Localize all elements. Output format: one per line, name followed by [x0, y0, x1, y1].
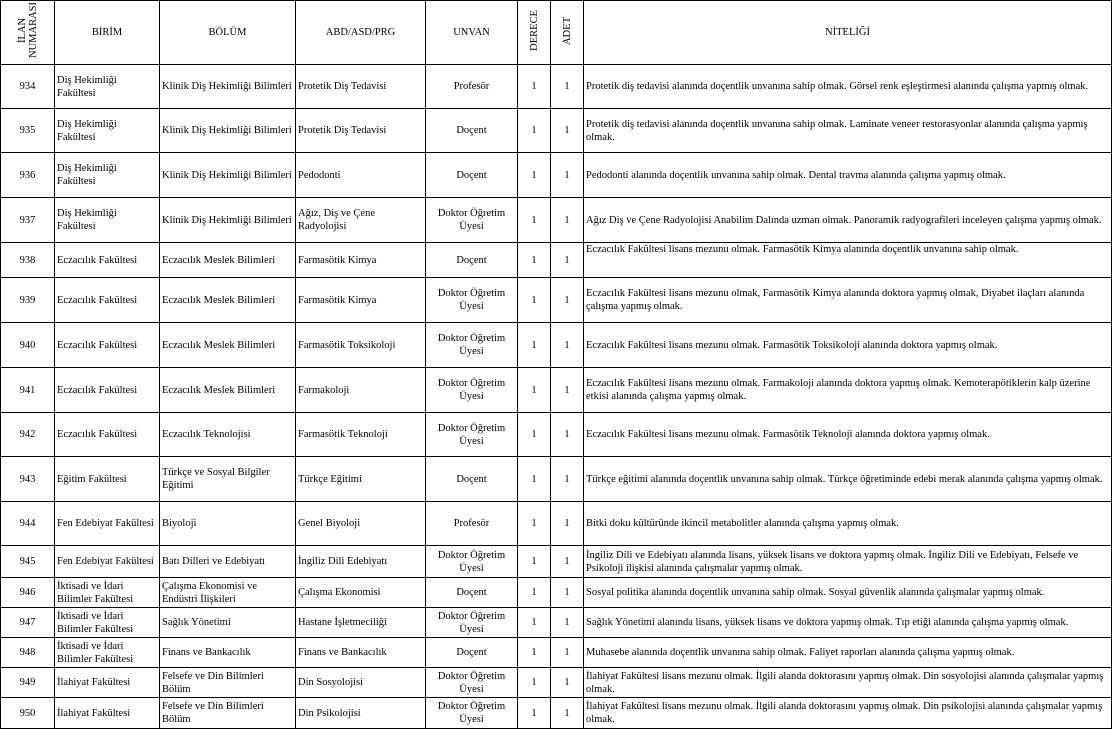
derece-cell: 1 — [518, 502, 551, 546]
derece-cell: 1 — [518, 638, 551, 668]
header-birim: BİRİM — [55, 1, 160, 65]
bolum-cell: Batı Dilleri ve Edebiyatı — [160, 546, 296, 578]
abd-cell: Pedodonti — [296, 153, 426, 198]
bolum-cell: Eczacılık Meslek Bilimleri — [160, 323, 296, 368]
birim-cell: Eczacılık Fakültesi — [55, 368, 160, 413]
ilan-no-cell: 946 — [1, 578, 55, 608]
ilan-no-cell: 943 — [1, 457, 55, 502]
abd-cell: Farmasötik Toksikoloji — [296, 323, 426, 368]
header-abd: ABD/ASD/PRG — [296, 1, 426, 65]
unvan-cell: Profesör — [426, 502, 518, 546]
abd-cell: Genel Biyoloji — [296, 502, 426, 546]
table-row — [1, 578, 1112, 608]
birim-cell: Diş Hekimliği Fakültesi — [55, 198, 160, 243]
ilan-no-cell: 934 — [1, 65, 55, 109]
header-adet: ADET — [551, 1, 584, 65]
abd-cell: Farmakoloji — [296, 368, 426, 413]
derece-cell: 1 — [518, 608, 551, 638]
birim-cell: Eczacılık Fakültesi — [55, 243, 160, 278]
derece-cell: 1 — [518, 578, 551, 608]
adet-cell: 1 — [551, 457, 584, 502]
bolum-cell: Eczacılık Meslek Bilimleri — [160, 368, 296, 413]
adet-cell: 1 — [551, 323, 584, 368]
birim-cell: Eczacılık Fakültesi — [55, 278, 160, 323]
unvan-cell: Doktor Öğretim Üyesi — [426, 198, 518, 243]
bolum-cell: Eczacılık Meslek Bilimleri — [160, 243, 296, 278]
niteligi-cell: Bitki doku kültüründe ikincil metabolitler alanında çalışma yapmış olmak. — [584, 502, 1112, 546]
birim-cell: Diş Hekimliği Fakültesi — [55, 109, 160, 153]
ilan-no-cell: 944 — [1, 502, 55, 546]
niteligi-cell: İlahiyat Fakültesi lisans mezunu olmak. İlgili alanda doktorasını yapmış olmak. Din sosyolojisi alanında çalışmalar yapmış olmak. — [584, 668, 1112, 698]
unvan-cell: Doktor Öğretim Üyesi — [426, 323, 518, 368]
birim-cell: İlahiyat Fakültesi — [55, 698, 160, 729]
table-row — [1, 546, 1112, 578]
niteligi-cell: Eczacılık Fakültesi lisans mezunu olmak, Farmasötik Kimya alanında doktora yapmış olmak, Diyabet ilaçları alanında çalışma yapmış olmak. — [584, 278, 1112, 323]
adet-cell: 1 — [551, 578, 584, 608]
birim-cell: İktisadi ve İdari Bilimler Fakültesi — [55, 638, 160, 668]
adet-cell: 1 — [551, 502, 584, 546]
niteligi-cell: Sağlık Yönetimi alanında lisans, yüksek lisans ve doktora yapmış olmak. Tıp etiği alanında çalışma yapmış olmak. — [584, 608, 1112, 638]
adet-cell: 1 — [551, 638, 584, 668]
niteligi-cell: İlahiyat Fakültesi lisans mezunu olmak. İlgili alanda doktorasını yapmış olmak. Din psikolojisi alanında çalışmalar yapmış olmak. — [584, 698, 1112, 729]
derece-cell: 1 — [518, 698, 551, 729]
bolum-cell: Finans ve Bankacılık — [160, 638, 296, 668]
bolum-cell: Felsefe ve Din Bilimleri Bölüm — [160, 668, 296, 698]
niteligi-cell: Pedodonti alanında doçentlik unvanına sahip olmak. Dental travma alanında çalışma yapmış olmak. — [584, 153, 1112, 198]
table-row — [1, 323, 1112, 368]
derece-cell: 1 — [518, 65, 551, 109]
birim-cell: İlahiyat Fakültesi — [55, 668, 160, 698]
birim-cell: İktisadi ve İdari Bilimler Fakültesi — [55, 608, 160, 638]
ilan-no-cell: 939 — [1, 278, 55, 323]
bolum-cell: Felsefe ve Din Bilimleri Bölüm — [160, 698, 296, 729]
derece-cell: 1 — [518, 278, 551, 323]
bolum-cell: Klinik Diş Hekimliği Bilimleri — [160, 198, 296, 243]
ilan-no-cell: 941 — [1, 368, 55, 413]
derece-cell: 1 — [518, 413, 551, 457]
bolum-cell: Biyoloji — [160, 502, 296, 546]
niteligi-cell: Eczacılık Fakültesi lisans mezunu olmak. Farmasötik Teknoloji alanında doktora yapmış olmak. — [584, 413, 1112, 457]
table-row — [1, 638, 1112, 668]
abd-cell: Farmasötik Teknoloji — [296, 413, 426, 457]
unvan-cell: Doktor Öğretim Üyesi — [426, 413, 518, 457]
unvan-cell: Doçent — [426, 243, 518, 278]
table-row — [1, 278, 1112, 323]
abd-cell: Din Sosyolojisi — [296, 668, 426, 698]
table-body — [1, 65, 1112, 729]
table-row — [1, 65, 1112, 109]
ilan-no-cell: 936 — [1, 153, 55, 198]
bolum-cell: Eczacılık Meslek Bilimleri — [160, 278, 296, 323]
unvan-cell: Doktor Öğretim Üyesi — [426, 608, 518, 638]
unvan-cell: Doktor Öğretim Üyesi — [426, 368, 518, 413]
table-row — [1, 668, 1112, 698]
ilan-no-cell: 950 — [1, 698, 55, 729]
bolum-cell: Eczacılık Teknolojisi — [160, 413, 296, 457]
adet-cell: 1 — [551, 198, 584, 243]
adet-cell: 1 — [551, 278, 584, 323]
header-derece: DERECE — [518, 1, 551, 65]
abd-cell: Finans ve Bankacılık — [296, 638, 426, 668]
adet-cell: 1 — [551, 546, 584, 578]
unvan-cell: Doçent — [426, 638, 518, 668]
table-row — [1, 502, 1112, 546]
ilan-no-cell: 937 — [1, 198, 55, 243]
unvan-cell: Doktor Öğretim Üyesi — [426, 668, 518, 698]
niteligi-cell: Ağız Diş ve Çene Radyolojisi Anabilim Dalında uzman olmak. Panoramik radyografileri inceleyen çalışma yapmış olmak. — [584, 198, 1112, 243]
niteligi-cell: Türkçe eğitimi alanında doçentlik unvanına sahip olmak. Türkçe öğretiminde edebi merak alanında çalışma yapmış olmak. — [584, 457, 1112, 502]
ilan-no-cell: 949 — [1, 668, 55, 698]
derece-cell: 1 — [518, 668, 551, 698]
derece-cell: 1 — [518, 243, 551, 278]
table-row — [1, 198, 1112, 243]
abd-cell: Hastane İşletmeciliği — [296, 608, 426, 638]
bolum-cell: Türkçe ve Sosyal Bilgiler Eğitimi — [160, 457, 296, 502]
abd-cell: Türkçe Eğitimi — [296, 457, 426, 502]
header-unvan: UNVAN — [426, 1, 518, 65]
abd-cell: Din Psikolojisi — [296, 698, 426, 729]
ilan-no-cell: 947 — [1, 608, 55, 638]
niteligi-cell: Eczacılık Fakültesi lisans mezunu olmak. Farmasötik Toksikoloji alanında doktora yapmış olmak. — [584, 323, 1112, 368]
derece-cell: 1 — [518, 457, 551, 502]
birim-cell: Eczacılık Fakültesi — [55, 323, 160, 368]
abd-cell: Protetik Diş Tedavisi — [296, 109, 426, 153]
derece-cell: 1 — [518, 153, 551, 198]
adet-cell: 1 — [551, 413, 584, 457]
bolum-cell: Çalışma Ekonomisi ve Endüstri İlişkileri — [160, 578, 296, 608]
niteligi-cell: Protetik diş tedavisi alanında doçentlik unvanına sahip olmak. Laminate veneer restorasyonlar alanında çalışma yapmış olmak. — [584, 109, 1112, 153]
derece-cell: 1 — [518, 368, 551, 413]
birim-cell: Fen Edebiyat Fakültesi — [55, 502, 160, 546]
unvan-cell: Doçent — [426, 153, 518, 198]
niteligi-cell: İngiliz Dili ve Edebiyatı alanında lisans, yüksek lisans ve doktora yapmış olmak. İngiliz Dili ve Edebiyatı, Felsefe ve Psikoloji ilişkisi alanında çalışmalar yapmış olmak. — [584, 546, 1112, 578]
abd-cell: Protetik Diş Tedavisi — [296, 65, 426, 109]
abd-cell: Ağız, Diş ve Çene Radyolojisi — [296, 198, 426, 243]
birim-cell: Diş Hekimliği Fakültesi — [55, 65, 160, 109]
birim-cell: İktisadi ve İdari Bilimler Fakültesi — [55, 578, 160, 608]
ilan-no-cell: 948 — [1, 638, 55, 668]
adet-cell: 1 — [551, 153, 584, 198]
unvan-cell: Profesör — [426, 65, 518, 109]
header-bolum: BÖLÜM — [160, 1, 296, 65]
bolum-cell: Klinik Diş Hekimliği Bilimleri — [160, 109, 296, 153]
table-row — [1, 109, 1112, 153]
abd-cell: Çalışma Ekonomisi — [296, 578, 426, 608]
ilan-no-cell: 940 — [1, 323, 55, 368]
derece-cell: 1 — [518, 546, 551, 578]
niteligi-cell: Sosyal politika alanında doçentlik unvanına sahip olmak. Sosyal güvenlik alanında çalışmalar yapmış olmak. — [584, 578, 1112, 608]
unvan-cell: Doktor Öğretim Üyesi — [426, 278, 518, 323]
adet-cell: 1 — [551, 65, 584, 109]
unvan-cell: Doçent — [426, 109, 518, 153]
header-row — [1, 1, 1112, 65]
bolum-cell: Klinik Diş Hekimliği Bilimleri — [160, 153, 296, 198]
abd-cell: Farmasötik Kimya — [296, 278, 426, 323]
table-row — [1, 413, 1112, 457]
header-ilan-numarasi: İLAN NUMARASI — [1, 1, 55, 65]
birim-cell: Fen Edebiyat Fakültesi — [55, 546, 160, 578]
abd-cell: Farmasötik Kimya — [296, 243, 426, 278]
adet-cell: 1 — [551, 698, 584, 729]
ilan-no-cell: 938 — [1, 243, 55, 278]
bolum-cell: Sağlık Yönetimi — [160, 608, 296, 638]
derece-cell: 1 — [518, 198, 551, 243]
table-row — [1, 457, 1112, 502]
adet-cell: 1 — [551, 668, 584, 698]
niteligi-cell: Eczacılık Fakültesi lisans mezunu olmak. Farmasötik Kimya alanında doçentlik unvanına sahip olmak. — [584, 243, 1112, 278]
adet-cell: 1 — [551, 608, 584, 638]
header-niteligi: NİTELİĞİ — [584, 1, 1112, 65]
niteligi-cell: Eczacılık Fakültesi lisans mezunu olmak. Farmakoloji alanında doktora yapmış olmak. Kemoterapötiklerin kalp üzerine etkisi alanında çalışma yapmış olmak. — [584, 368, 1112, 413]
derece-cell: 1 — [518, 323, 551, 368]
ilan-no-cell: 935 — [1, 109, 55, 153]
niteligi-cell: Muhasebe alanında doçentlik unvanına sahip olmak. Faliyet raporları alanında çalışma yapmış olmak. — [584, 638, 1112, 668]
adet-cell: 1 — [551, 243, 584, 278]
niteligi-cell: Protetik diş tedavisi alanında doçentlik unvanına sahip olmak. Görsel renk eşleştirmesi alanında çalışma yapmış olmak. — [584, 65, 1112, 109]
adet-cell: 1 — [551, 109, 584, 153]
table-row — [1, 368, 1112, 413]
table-row — [1, 153, 1112, 198]
adet-cell: 1 — [551, 368, 584, 413]
table-row — [1, 608, 1112, 638]
ilan-no-cell: 945 — [1, 546, 55, 578]
birim-cell: Eğitim Fakültesi — [55, 457, 160, 502]
unvan-cell: Doktor Öğretim Üyesi — [426, 698, 518, 729]
birim-cell: Eczacılık Fakültesi — [55, 413, 160, 457]
table-row — [1, 698, 1112, 729]
derece-cell: 1 — [518, 109, 551, 153]
bolum-cell: Klinik Diş Hekimliği Bilimleri — [160, 65, 296, 109]
ilan-no-cell: 942 — [1, 413, 55, 457]
abd-cell: İngiliz Dili Edebiyatı — [296, 546, 426, 578]
birim-cell: Diş Hekimliği Fakültesi — [55, 153, 160, 198]
table-row — [1, 243, 1112, 278]
unvan-cell: Doktor Öğretim Üyesi — [426, 546, 518, 578]
unvan-cell: Doçent — [426, 578, 518, 608]
unvan-cell: Doçent — [426, 457, 518, 502]
